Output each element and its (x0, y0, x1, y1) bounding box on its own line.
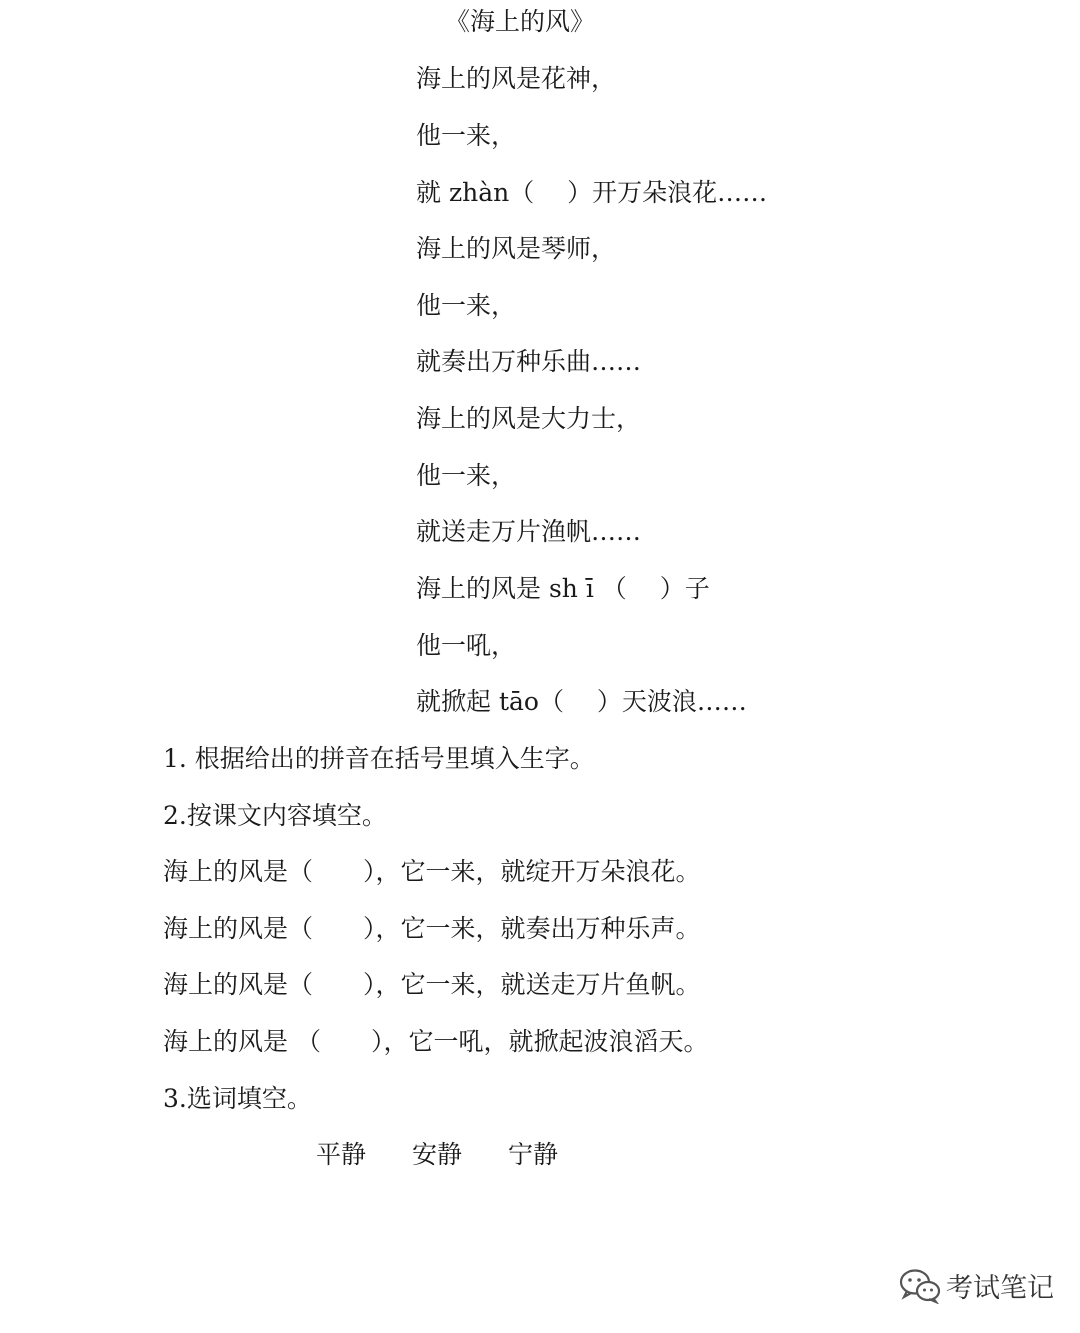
question-line: 2.按课文内容填空。 (163, 801, 387, 830)
poem-line: 就奏出万种乐曲…… (416, 347, 642, 376)
poem-line: 海上的风是琴师， (416, 234, 617, 263)
question-line: 海上的风是 （ ），它一吼，就掀起波浪滔天。 (163, 1027, 709, 1056)
watermark (898, 1263, 1054, 1307)
poem-line: 他一来， (416, 121, 517, 150)
poem-line: 就 zhàn（ ）开万朵浪花…… (416, 178, 768, 207)
poem-line: 就掀起 tāo（ ）天波浪…… (416, 687, 747, 716)
poem-line: 海上的风是花神， (416, 64, 617, 93)
wechat-icon (898, 1266, 942, 1304)
question-line: 3.选词填空。 (163, 1084, 312, 1113)
poem-line: 他一来， (416, 461, 517, 490)
poem-line: 海上的风是 sh ī （ ）子 (416, 574, 710, 603)
question-line: 海上的风是（ ），它一来，就绽开万朵浪花。 (163, 857, 701, 886)
question-line: 海上的风是（ ），它一来，就送走万片鱼帆。 (163, 970, 701, 999)
document-title: 《海上的风》 (445, 7, 596, 36)
word-choice: 宁静 (507, 1140, 558, 1169)
poem-line: 就送走万片渔帆…… (416, 517, 642, 546)
poem-line: 海上的风是大力士， (416, 404, 642, 433)
poem-line: 他一来， (416, 291, 517, 320)
question-line: 海上的风是（ ），它一来，就奏出万种乐声。 (163, 914, 701, 943)
word-choices (316, 1139, 596, 1171)
watermark-text: 考试笔记 (946, 1272, 1054, 1304)
poem-line: 他一吼， (416, 631, 517, 660)
word-choice: 安静 (411, 1140, 462, 1169)
question-line: 1. 根据给出的拼音在括号里填入生字。 (163, 744, 595, 773)
word-choice: 平静 (316, 1140, 367, 1169)
